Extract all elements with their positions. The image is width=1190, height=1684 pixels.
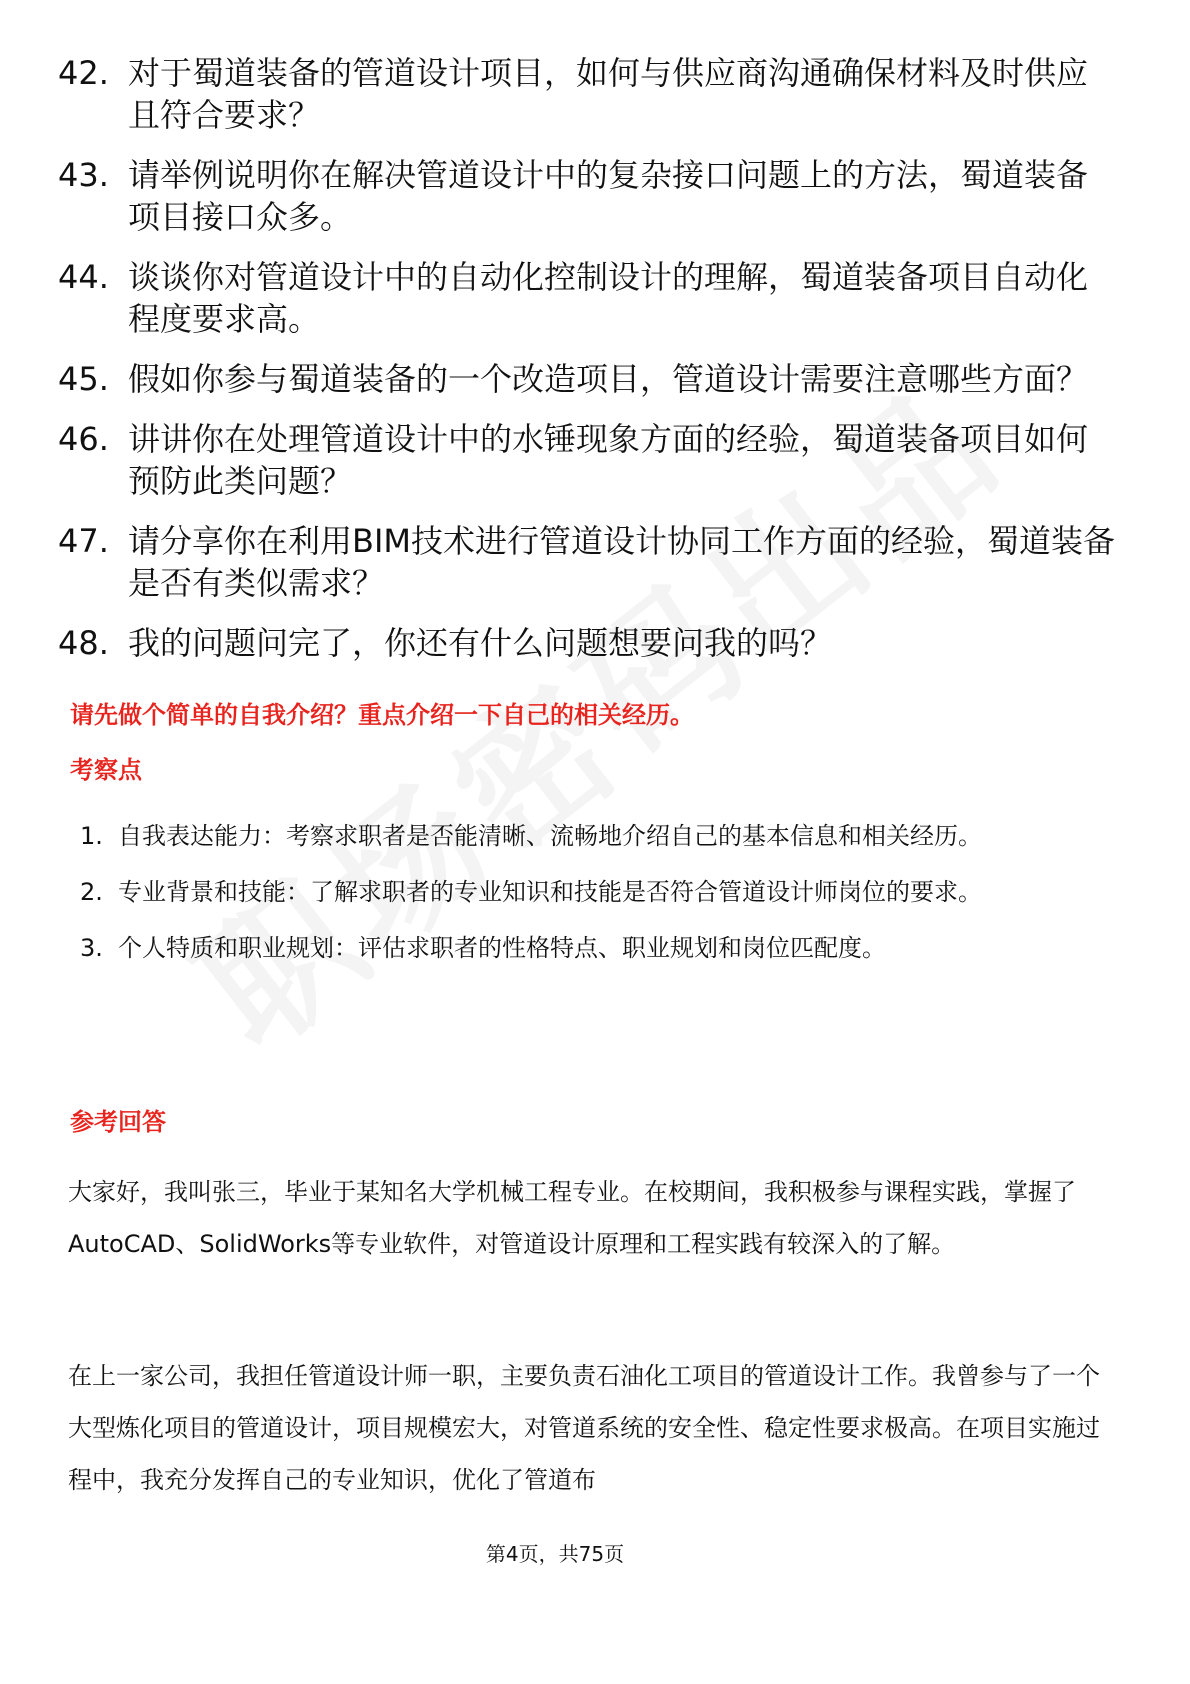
question-list (58, 52, 1118, 682)
question-number: 46. (58, 420, 109, 458)
question-item (58, 256, 1118, 340)
section-title-reference-answer: 参考回答 (70, 1108, 166, 1136)
question-number: 43. (58, 156, 109, 194)
point-number: 1. (80, 822, 103, 850)
question-item (58, 418, 1118, 502)
question-item (58, 622, 1118, 664)
question-number: 48. (58, 624, 109, 662)
question-item (58, 358, 1118, 400)
evaluation-points-list (80, 808, 1120, 976)
question-text: 假如你参与蜀道装备的一个改造项目，管道设计需要注意哪些方面？ (128, 360, 1089, 398)
question-text: 请举例说明你在解决管道设计中的复杂接口问题上的方法，蜀道装备项目接口众多。 (128, 156, 1089, 236)
featured-question: 请先做个简单的自我介绍？重点介绍一下自己的相关经历。 (70, 701, 694, 729)
question-item (58, 520, 1118, 604)
answer-paragraph: 在上一家公司，我担任管道设计师一职，主要负责石油化工项目的管道设计工作。我曾参与了一个大型炼化项目的管道设计，项目规模宏大，对管道系统的安全性、稳定性要求极高。在项目实施过程中，我充分发挥自己的专业知识，优化了管道布 (68, 1362, 1100, 1494)
question-number: 42. (58, 54, 109, 92)
question-item (58, 52, 1118, 136)
point-number: 3. (80, 934, 103, 962)
question-text: 谈谈你对管道设计中的自动化控制设计的理解，蜀道装备项目自动化程度要求高。 (128, 258, 1089, 338)
question-item (58, 154, 1118, 238)
point-text: 自我表达能力：考察求职者是否能清晰、流畅地介绍自己的基本信息和相关经历。 (118, 822, 982, 850)
section-title-kaochadian: 考察点 (70, 756, 142, 784)
question-number: 44. (58, 258, 109, 296)
page-footer: 第4页，共75页 (485, 1542, 625, 1566)
question-text: 我的问题问完了，你还有什么问题想要问我的吗？ (128, 624, 833, 662)
evaluation-point (80, 808, 1120, 864)
evaluation-point (80, 920, 1120, 976)
point-text: 专业背景和技能：了解求职者的专业知识和技能是否符合管道设计师岗位的要求。 (118, 878, 982, 906)
question-number: 45. (58, 360, 109, 398)
evaluation-point (80, 864, 1120, 920)
question-text: 讲讲你在处理管道设计中的水锤现象方面的经验，蜀道装备项目如何预防此类问题？ (128, 420, 1089, 500)
point-number: 2. (80, 878, 103, 906)
point-text: 个人特质和职业规划：评估求职者的性格特点、职业规划和岗位匹配度。 (118, 934, 886, 962)
question-text: 对于蜀道装备的管道设计项目，如何与供应商沟通确保材料及时供应且符合要求？ (128, 54, 1089, 134)
question-number: 47. (58, 522, 109, 560)
question-text: 请分享你在利用BIM技术进行管道设计协同工作方面的经验，蜀道装备是否有类似需求？ (128, 522, 1116, 602)
answer-paragraph: 大家好，我叫张三，毕业于某知名大学机械工程专业。在校期间，我积极参与课程实践，掌握了AutoCAD、SolidWorks等专业软件，对管道设计原理和工程实践有较深入的了解。 (68, 1178, 1076, 1258)
